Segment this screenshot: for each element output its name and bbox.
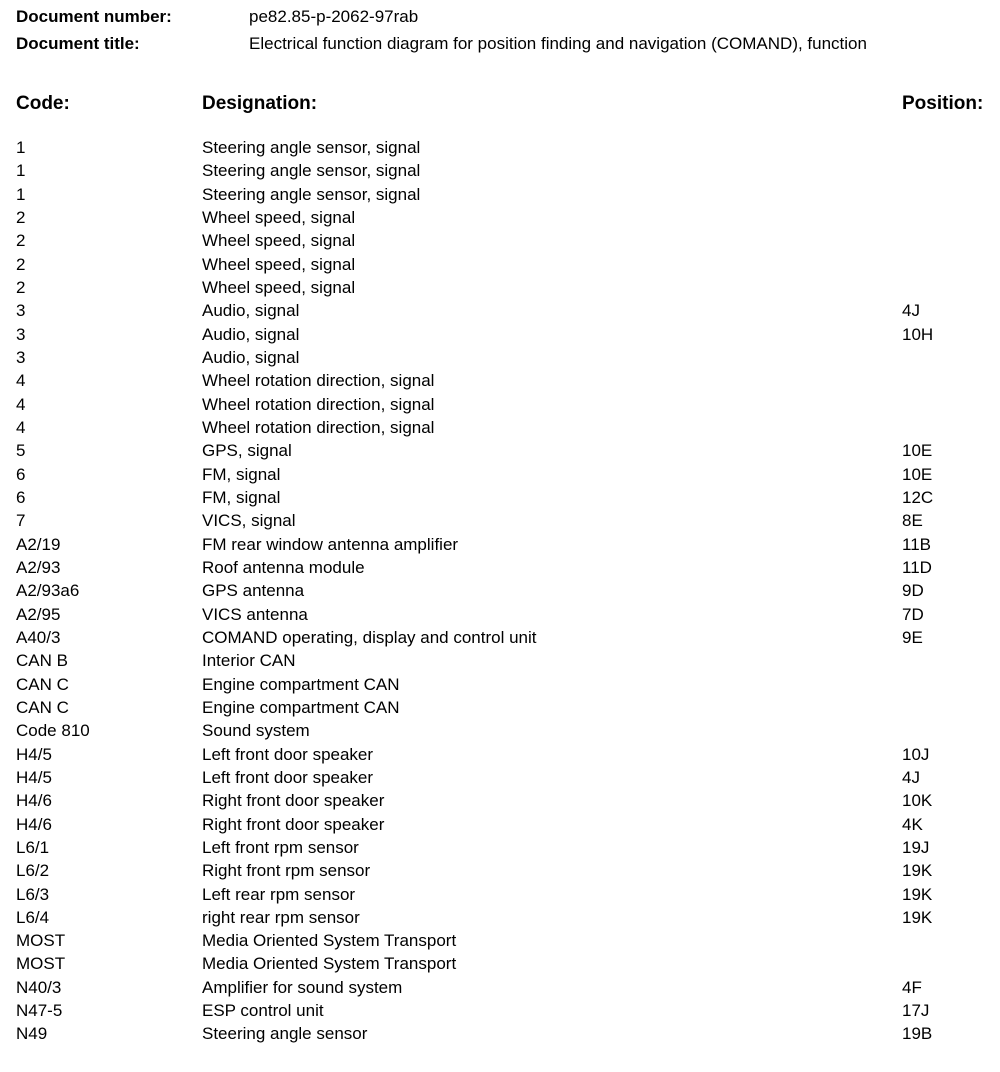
designation-cell: ESP control unit — [202, 1001, 324, 1021]
code-cell: L6/2 — [16, 861, 50, 881]
code-cell: 2 — [16, 254, 26, 274]
table-row — [0, 649, 1000, 672]
table-row — [0, 929, 1000, 952]
table-row — [0, 346, 1000, 369]
table-row — [0, 906, 1000, 929]
position-cell: 8E — [902, 511, 923, 531]
code-cell: 5 — [16, 441, 26, 461]
table-row — [0, 673, 1000, 696]
document-title-value: Electrical function diagram for position finding and navigation (COMAND), function — [249, 34, 867, 53]
position-cell: 10E — [902, 441, 933, 461]
designation-cell: Engine compartment CAN — [202, 674, 400, 694]
code-cell: 1 — [16, 184, 26, 204]
code-cell: L6/4 — [16, 907, 50, 927]
position-cell: 19K — [902, 884, 933, 904]
table-row — [0, 183, 1000, 206]
table-row — [0, 439, 1000, 462]
code-cell: 3 — [16, 324, 26, 344]
designation-cell: VICS antenna — [202, 604, 308, 624]
code-cell: N49 — [16, 1024, 48, 1044]
designation-cell: Wheel speed, signal — [202, 277, 356, 297]
code-cell: 7 — [16, 511, 26, 531]
code-cell: 2 — [16, 231, 26, 251]
code-cell: A2/93a6 — [16, 581, 80, 601]
designation-cell: Wheel rotation direction, signal — [202, 394, 435, 414]
code-cell: 2 — [16, 207, 26, 227]
designation-cell: Media Oriented System Transport — [202, 954, 457, 974]
code-cell: 6 — [16, 464, 26, 484]
position-cell: 10K — [902, 791, 933, 811]
document-number-value: pe82.85-p-2062-97rab — [249, 7, 419, 26]
table-row — [0, 299, 1000, 322]
table-row — [0, 463, 1000, 486]
code-cell: CAN B — [16, 651, 68, 671]
code-cell: 1 — [16, 138, 26, 157]
code-cell: N40/3 — [16, 977, 62, 997]
code-cell: Code 810 — [16, 721, 90, 741]
designation-cell: Right front door speaker — [202, 791, 385, 811]
table-row — [0, 159, 1000, 182]
position-cell: 11B — [902, 534, 931, 554]
code-cell: N47-5 — [16, 1001, 63, 1021]
designation-cell: Media Oriented System Transport — [202, 931, 457, 951]
code-cell: 3 — [16, 347, 26, 367]
designation-cell: Wheel speed, signal — [202, 231, 356, 251]
table-row — [0, 229, 1000, 252]
code-cell: A2/95 — [16, 604, 61, 624]
designation-cell: Wheel speed, signal — [202, 254, 356, 274]
code-cell: H4/6 — [16, 791, 52, 811]
table-row — [0, 952, 1000, 975]
designation-cell: right rear rpm sensor — [202, 907, 360, 927]
table-row — [0, 556, 1000, 579]
position-cell: 4F — [902, 977, 922, 997]
designation-cell: Amplifier for sound system — [202, 977, 403, 997]
code-cell: CAN C — [16, 697, 69, 717]
code-cell: L6/3 — [16, 884, 50, 904]
designation-cell: Right front door speaker — [202, 814, 385, 834]
table-row — [0, 719, 1000, 742]
designation-cell: Steering angle sensor, signal — [202, 161, 421, 181]
code-cell: A2/93 — [16, 557, 61, 577]
code-cell: L6/1 — [16, 837, 50, 857]
position-cell: 9E — [902, 627, 923, 647]
designation-cell: Right front rpm sensor — [202, 861, 371, 881]
code-cell: 2 — [16, 277, 26, 297]
code-cell: H4/5 — [16, 744, 52, 764]
designation-cell: Left front door speaker — [202, 744, 374, 764]
position-cell: 10H — [902, 324, 934, 344]
designation-cell: GPS, signal — [202, 441, 292, 461]
table-row — [0, 579, 1000, 602]
table-row — [0, 836, 1000, 859]
table-row — [0, 603, 1000, 626]
designation-cell: Wheel rotation direction, signal — [202, 417, 435, 437]
table-row — [0, 859, 1000, 882]
position-column-header: Position: — [902, 93, 984, 114]
table-row — [0, 369, 1000, 392]
designation-cell: Left front door speaker — [202, 767, 374, 787]
table-row — [0, 976, 1000, 999]
designation-cell: Interior CAN — [202, 651, 296, 671]
position-cell: 12C — [902, 487, 934, 507]
table-row — [0, 253, 1000, 276]
table-row — [0, 883, 1000, 906]
designation-column-header: Designation: — [202, 93, 318, 114]
table-header — [0, 92, 1000, 116]
code-cell: MOST — [16, 931, 66, 951]
position-cell: 19K — [902, 861, 933, 881]
position-cell: 19J — [902, 837, 930, 857]
code-cell: H4/6 — [16, 814, 52, 834]
designation-cell: FM, signal — [202, 464, 281, 484]
code-column-header: Code: — [16, 93, 70, 114]
document-title-label: Document title: — [16, 34, 140, 53]
code-cell: 4 — [16, 394, 26, 414]
code-cell: 1 — [16, 161, 26, 181]
table-row — [0, 766, 1000, 789]
table-row — [0, 626, 1000, 649]
designation-cell: VICS, signal — [202, 511, 296, 531]
position-cell: 10J — [902, 744, 930, 764]
code-cell: 4 — [16, 417, 26, 437]
code-cell: A40/3 — [16, 627, 61, 647]
table-row — [0, 696, 1000, 719]
code-cell: 3 — [16, 301, 26, 321]
designation-cell: Left front rpm sensor — [202, 837, 359, 857]
table-row — [0, 533, 1000, 556]
position-cell: 4J — [902, 301, 920, 321]
designation-cell: Roof antenna module — [202, 557, 365, 577]
position-cell: 10E — [902, 464, 933, 484]
table-row — [0, 486, 1000, 509]
designation-cell: Sound system — [202, 721, 310, 741]
designation-cell: Steering angle sensor, signal — [202, 138, 421, 157]
code-cell: 4 — [16, 371, 26, 391]
code-cell: H4/5 — [16, 767, 52, 787]
position-cell: 17J — [902, 1001, 930, 1021]
designation-cell: Wheel speed, signal — [202, 207, 356, 227]
designation-cell: Steering angle sensor — [202, 1024, 368, 1044]
position-cell: 19K — [902, 907, 933, 927]
table-row — [0, 509, 1000, 532]
position-cell: 4K — [902, 814, 923, 834]
designation-cell: Wheel rotation direction, signal — [202, 371, 435, 391]
table-row — [0, 999, 1000, 1022]
designation-cell: Left rear rpm sensor — [202, 884, 356, 904]
table-row — [0, 813, 1000, 836]
code-cell: A2/19 — [16, 534, 61, 554]
table-row — [0, 393, 1000, 416]
code-cell: 6 — [16, 487, 26, 507]
table-row — [0, 136, 1000, 159]
code-cell: CAN C — [16, 674, 69, 694]
table-row — [0, 789, 1000, 812]
designation-cell: Engine compartment CAN — [202, 697, 400, 717]
position-cell: 9D — [902, 581, 924, 601]
table-row — [0, 206, 1000, 229]
designation-cell: Audio, signal — [202, 324, 300, 344]
table-row — [0, 1022, 1000, 1045]
designation-cell: FM, signal — [202, 487, 281, 507]
position-cell: 19B — [902, 1024, 933, 1044]
table-row — [0, 323, 1000, 346]
position-cell: 4J — [902, 767, 920, 787]
table-row — [0, 743, 1000, 766]
designation-cell: Steering angle sensor, signal — [202, 184, 421, 204]
designation-cell: GPS antenna — [202, 581, 305, 601]
component-table — [0, 136, 1000, 1046]
code-cell: MOST — [16, 954, 66, 974]
designation-cell: Audio, signal — [202, 301, 300, 321]
table-row — [0, 276, 1000, 299]
position-cell: 7D — [902, 604, 924, 624]
designation-cell: FM rear window antenna amplifier — [202, 534, 459, 554]
designation-cell: Audio, signal — [202, 347, 300, 367]
document-number-label: Document number: — [16, 7, 172, 26]
position-cell: 11D — [902, 557, 932, 577]
table-row — [0, 416, 1000, 439]
designation-cell: COMAND operating, display and control unit — [202, 627, 537, 647]
